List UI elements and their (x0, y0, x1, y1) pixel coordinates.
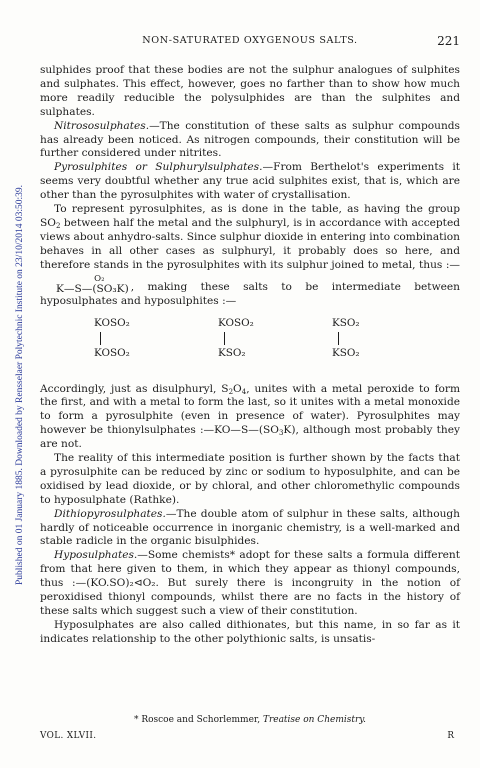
formula-pyrosulphite: KOSO₂ KSO₂ (218, 316, 254, 359)
running-title: NON-SATURATED OXYGENOUS SALTS. (142, 35, 358, 46)
paragraph: Pyrosulphites or Sulphurylsulphates.—From Berthelot's experiments it seems very doubtful whether any true acid sulphites exist, that is, which are other than the pyrosulphites with water of crystallisation. (40, 161, 460, 202)
formula-hyposulphite: KSO₂ KSO₂ (332, 316, 360, 359)
section-heading: Dithiopyrosulphates. (54, 507, 166, 520)
inline-formula: O₂ K—S—(SO₃K) (56, 273, 129, 295)
paragraph: Nitrososulphates.—The constitution of these salts as sulphur compounds has already been noticed. As nitrogen compounds, their constitution will be further considered under nitrites. (40, 119, 460, 160)
footnote: * Roscoe and Schorlemmer, Treatise on Chemistry. (133, 715, 367, 725)
signature-mark: R (447, 731, 454, 741)
paragraph: Accordingly, just as disulphuryl, $S_2O_4$, unites with a metal peroxide to form the first, and with a metal to form the last, so it unites with a metal monoxide to form a pyrosulphite (even in presence of water). Pyrosulphites may however be thionylsulphates $:—KO—S—(SO_3K)$, although most probably they are not. (40, 382, 460, 451)
section-heading: Pyrosulphites or Sulphurylsulphates. (54, 161, 263, 174)
article-body (40, 64, 460, 647)
paragraph: The reality of this intermediate position is further shown by the facts that a pyrosulphite can be reduced by zinc or sodium to hyposulphite, and can be oxidised by lead dioxide, or by chloral, and other chloromethylic compounds to hyposulphate (Rathke). (40, 452, 460, 506)
section-heading: Hyposulphates. (54, 549, 138, 562)
volume-label: VOL. XLVII. (40, 731, 97, 741)
paragraph: To represent pyrosulphites, as is done in the table, as having the group $SO_2$ between half the metal and the sulphuryl, is in accordance with accepted views about anhydro-salts. Since sulphur dioxide in entering into combination behaves in all other cases as sulphuryl, it probably does so here, and therefore stands in the pyrosulphites with its sulphur joined to metal, thus :— O₂ K—S—(SO₃K) , making these salts to be intermediate between hyposulphates and hyposulphites :— (40, 203, 460, 307)
page-number: 221 (437, 34, 460, 48)
formula-hyposulphate: KOSO₂ KOSO₂ (94, 316, 130, 359)
download-watermark: Published on 01 January 1885. Downloaded by Rensselaer Polytechnic Institute on 23/10/2014 03:50:39. (15, 185, 25, 586)
paragraph: Hyposulphates are also called dithionates, but this name, in so far as it indicates relationship to the other polythionic salts, is unsatis- (40, 618, 460, 645)
section-heading: Nitrososulphates. (54, 119, 150, 132)
page-header (40, 35, 460, 51)
structural-formulas (40, 317, 460, 375)
paragraph: sulphides proof that these bodies are not the sulphur analogues of sulphites and sulphates. This effect, however, goes no farther than to show how much more readily reducible the polysulphides are than the sulphites and sulphates. (40, 64, 460, 118)
paragraph: Dithiopyrosulphates.—The double atom of sulphur in these salts, although hardly of noticeable occurrence in inorganic chemistry, is a well-marked and stable radicle in the organic bisulphides. (40, 507, 460, 548)
paragraph: Hyposulphates.—Some chemists* adopt for these salts a formula different from that here given to them, in which they appear as thionyl compounds, thus :—(KO.SO)₂⊲O₂. But surely there is incongruity in the notion of peroxidised thionyl compounds, whilst there are no facts in the history of these salts which suggest such a view of their constitution. (40, 549, 460, 617)
